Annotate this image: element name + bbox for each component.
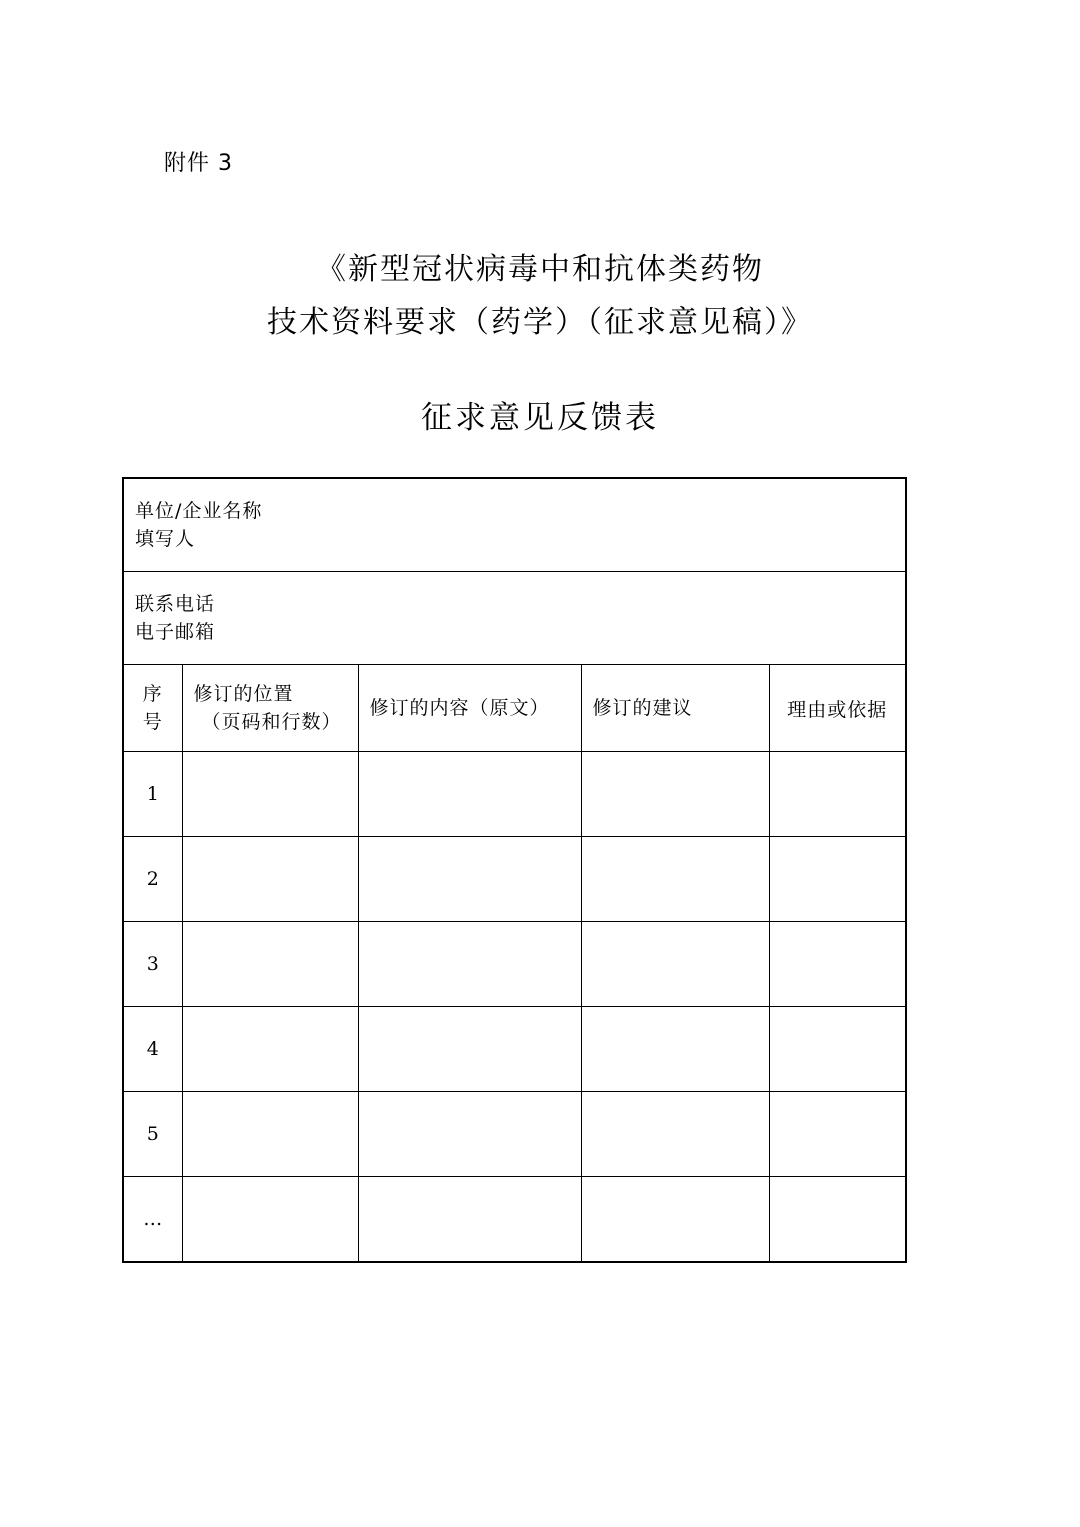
org-name-label: 单位/企业名称 (135, 500, 263, 522)
reason-cell[interactable] (769, 1092, 906, 1177)
table-row (123, 922, 906, 1007)
feedback-table (122, 477, 907, 1263)
seq-header-bottom: 号 (142, 711, 163, 733)
position-header-line1: 修订的位置 (193, 683, 294, 705)
content-cell[interactable] (358, 1092, 581, 1177)
content-cell[interactable] (358, 837, 581, 922)
info-row-org (123, 478, 906, 572)
content-cell[interactable] (358, 922, 581, 1007)
position-cell[interactable] (182, 922, 358, 1007)
content-cell[interactable] (358, 752, 581, 837)
suggestion-cell[interactable] (581, 1177, 769, 1263)
suggestion-cell[interactable] (581, 1007, 769, 1092)
seq-header-top: 序 (142, 683, 163, 705)
table-row (123, 1177, 906, 1263)
email-label: 电子邮箱 (135, 621, 216, 643)
document-title-line1: 《新型冠状病毒中和抗体类药物 (316, 252, 764, 287)
row-number: … (123, 1177, 182, 1263)
reason-cell[interactable] (769, 752, 906, 837)
position-cell[interactable] (182, 1177, 358, 1263)
table-row (123, 752, 906, 837)
reason-cell[interactable] (769, 922, 906, 1007)
position-cell[interactable] (182, 1007, 358, 1092)
document-title-line2: 技术资料要求（药学）（征求意见稿）》 (267, 305, 813, 340)
table-row (123, 837, 906, 922)
reason-header: 理由或依据 (769, 665, 906, 752)
seq-header (123, 665, 182, 752)
suggestion-cell[interactable] (581, 752, 769, 837)
row-number: 4 (123, 1007, 182, 1092)
form-title: 征求意见反馈表 (421, 400, 659, 436)
contact-info-cell[interactable] (123, 572, 906, 665)
row-number: 5 (123, 1092, 182, 1177)
row-number: 3 (123, 922, 182, 1007)
position-cell[interactable] (182, 752, 358, 837)
reason-cell[interactable] (769, 1007, 906, 1092)
suggestion-cell[interactable] (581, 922, 769, 1007)
table-header-row (123, 665, 906, 752)
position-cell[interactable] (182, 837, 358, 922)
position-header (182, 665, 358, 752)
info-row-contact (123, 572, 906, 665)
suggestion-cell[interactable] (581, 837, 769, 922)
suggestion-cell[interactable] (581, 1092, 769, 1177)
suggestion-header: 修订的建议 (581, 665, 769, 752)
table-row (123, 1092, 906, 1177)
table-row (123, 1007, 906, 1092)
content-cell[interactable] (358, 1177, 581, 1263)
reason-cell[interactable] (769, 837, 906, 922)
content-header: 修订的内容（原文） (358, 665, 581, 752)
row-number: 2 (123, 837, 182, 922)
phone-label: 联系电话 (135, 593, 216, 615)
row-number: 1 (123, 752, 182, 837)
filler-label: 填写人 (135, 528, 196, 550)
position-header-line2: （页码和行数） (201, 711, 342, 733)
position-cell[interactable] (182, 1092, 358, 1177)
content-cell[interactable] (358, 1007, 581, 1092)
org-info-cell[interactable] (123, 478, 906, 572)
reason-cell[interactable] (769, 1177, 906, 1263)
attachment-label: 附件 3 (164, 151, 233, 176)
